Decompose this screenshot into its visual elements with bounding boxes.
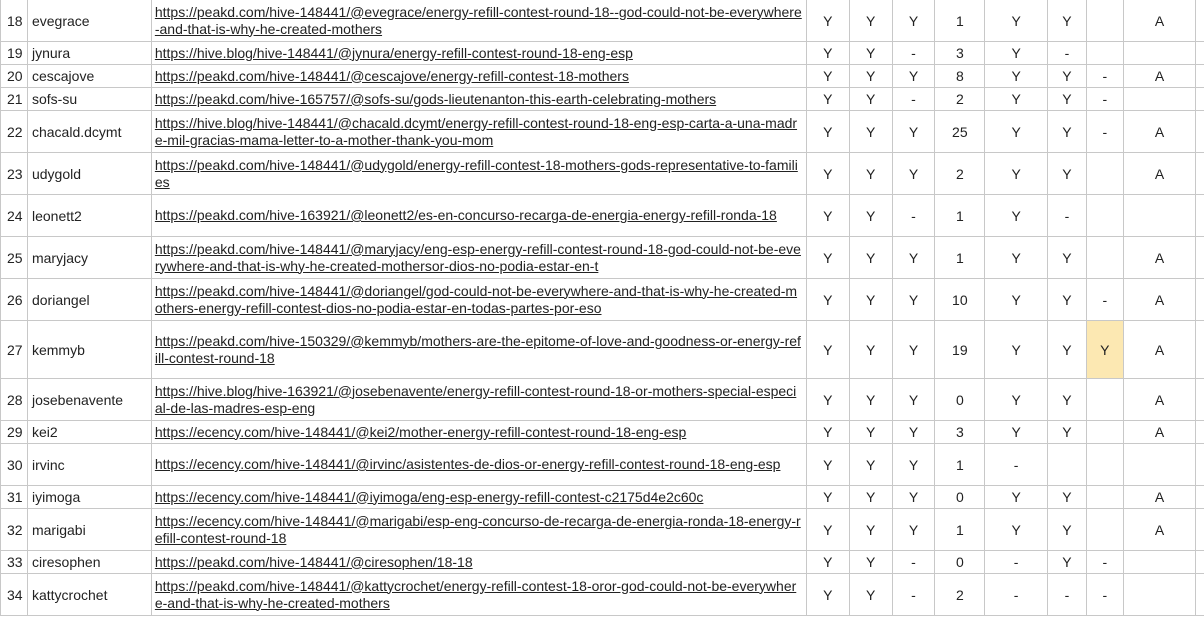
username-cell[interactable]: kei2 <box>27 421 151 444</box>
check-cell-5[interactable]: Y <box>985 486 1048 509</box>
check-cell-3[interactable]: Y <box>892 421 935 444</box>
check-cell-1[interactable]: Y <box>806 551 849 574</box>
empty-cell[interactable] <box>1196 321 1204 379</box>
empty-cell[interactable] <box>1196 65 1204 88</box>
post-link[interactable]: https://peakd.com/hive-148441/@udygold/energy-refill-contest-18-mothers-gods-representative-to-families <box>154 156 798 190</box>
check-cell-7[interactable] <box>1086 195 1123 237</box>
check-cell-4[interactable]: 3 <box>935 421 985 444</box>
check-cell-6[interactable]: Y <box>1048 111 1087 153</box>
empty-cell[interactable] <box>1196 0 1204 42</box>
table-row <box>1 153 1204 195</box>
check-cell-7[interactable] <box>1086 509 1123 551</box>
post-link[interactable]: https://peakd.com/hive-163921/@leonett2/es-en-concurso-recarga-de-energia-energy-refill-ronda-18 <box>154 207 777 223</box>
username-cell[interactable]: doriangel <box>27 279 151 321</box>
check-cell-7[interactable]: - <box>1086 279 1123 321</box>
check-cell-8[interactable] <box>1123 551 1196 574</box>
entry-number-cell[interactable]: 20 <box>1 65 28 88</box>
post-link[interactable]: https://hive.blog/hive-148441/@chacald.dcymt/energy-refill-contest-round-18-eng-esp-carta-a-una-madre-mil-gracias-mama-letter-to-a-mother-thank-you-mom <box>154 114 798 148</box>
check-cell-8[interactable]: A <box>1123 486 1196 509</box>
check-cell-3[interactable]: - <box>892 42 935 65</box>
check-cell-5[interactable]: - <box>985 551 1048 574</box>
check-cell-2[interactable]: Y <box>849 321 892 379</box>
post-url-cell[interactable] <box>151 574 806 616</box>
post-link[interactable]: https://peakd.com/hive-148441/@maryjacy/eng-esp-energy-refill-contest-round-18-god-could-not-be-everywhere-and-that-is-why-he-created-mothersor-dios-no-podia-estar-en-t <box>154 240 801 274</box>
table-row <box>1 42 1204 65</box>
check-cell-5[interactable]: Y <box>985 509 1048 551</box>
check-cell-2[interactable]: Y <box>849 551 892 574</box>
post-url-cell[interactable] <box>151 551 806 574</box>
empty-cell[interactable] <box>1196 153 1204 195</box>
check-cell-3[interactable]: - <box>892 551 935 574</box>
username-cell[interactable]: jynura <box>27 42 151 65</box>
post-link[interactable]: https://ecency.com/hive-148441/@marigabi/esp-eng-concurso-de-recarga-de-energia-ronda-18-energy-refill-contest-round-18 <box>154 512 801 546</box>
check-cell-5[interactable]: - <box>985 574 1048 616</box>
empty-cell[interactable] <box>1196 42 1204 65</box>
check-cell-2[interactable]: Y <box>849 88 892 111</box>
check-cell-3[interactable]: - <box>892 195 935 237</box>
post-link[interactable]: https://ecency.com/hive-148441/@irvinc/asistentes-de-dios-or-energy-refill-contest-round-18-eng-esp <box>154 456 781 472</box>
post-url-cell[interactable] <box>151 195 806 237</box>
check-cell-4[interactable]: 2 <box>935 88 985 111</box>
check-cell-3[interactable]: Y <box>892 279 935 321</box>
username-cell[interactable]: marigabi <box>27 509 151 551</box>
post-link[interactable]: https://peakd.com/hive-148441/@doriangel/god-could-not-be-everywhere-and-that-is-why-he-created-mothers-energy-refill-contest-dios-no-podia-estar-en-todas-partes-por-eso <box>154 282 798 316</box>
check-cell-1[interactable]: Y <box>806 279 849 321</box>
check-cell-3[interactable]: Y <box>892 444 935 486</box>
table-row <box>1 486 1204 509</box>
post-url-cell[interactable] <box>151 509 806 551</box>
table-row <box>1 0 1204 42</box>
table-row <box>1 111 1204 153</box>
check-cell-1[interactable]: Y <box>806 421 849 444</box>
entry-number-cell[interactable]: 31 <box>1 486 28 509</box>
empty-cell[interactable] <box>1196 195 1204 237</box>
check-cell-4[interactable]: 8 <box>935 65 985 88</box>
check-cell-5[interactable]: Y <box>985 421 1048 444</box>
check-cell-7[interactable]: - <box>1086 574 1123 616</box>
check-cell-4[interactable]: 3 <box>935 42 985 65</box>
empty-cell[interactable] <box>1196 379 1204 421</box>
check-cell-3[interactable]: Y <box>892 509 935 551</box>
check-cell-7[interactable] <box>1086 421 1123 444</box>
check-cell-4[interactable]: 0 <box>935 379 985 421</box>
entry-number-cell[interactable]: 29 <box>1 421 28 444</box>
check-cell-1[interactable]: Y <box>806 111 849 153</box>
check-cell-3[interactable]: - <box>892 88 935 111</box>
post-url-cell[interactable] <box>151 65 806 88</box>
check-cell-8[interactable]: A <box>1123 379 1196 421</box>
check-cell-4[interactable]: 2 <box>935 574 985 616</box>
check-cell-3[interactable]: Y <box>892 111 935 153</box>
check-cell-1[interactable]: Y <box>806 486 849 509</box>
entry-number-cell[interactable]: 26 <box>1 279 28 321</box>
check-cell-2[interactable]: Y <box>849 509 892 551</box>
check-cell-8[interactable]: A <box>1123 321 1196 379</box>
check-cell-3[interactable]: Y <box>892 237 935 279</box>
check-cell-3[interactable]: Y <box>892 379 935 421</box>
entry-number-cell[interactable]: 30 <box>1 444 28 486</box>
username-cell[interactable]: chacald.dcymt <box>27 111 151 153</box>
empty-cell[interactable] <box>1196 279 1204 321</box>
post-link[interactable]: https://peakd.com/hive-148441/@ciresophen/18-18 <box>154 553 473 570</box>
check-cell-4[interactable]: 10 <box>935 279 985 321</box>
check-cell-5[interactable]: Y <box>985 237 1048 279</box>
check-cell-2[interactable]: Y <box>849 65 892 88</box>
post-link[interactable]: https://ecency.com/hive-148441/@kei2/mother-energy-refill-contest-round-18-eng-esp <box>154 423 687 440</box>
table-row <box>1 65 1204 88</box>
empty-cell[interactable] <box>1196 509 1204 551</box>
post-link[interactable]: https://peakd.com/hive-148441/@kattycrochet/energy-refill-contest-18-oror-god-could-not-be-everywhere-and-that-is-why-he-created-mothers <box>154 577 797 611</box>
check-cell-7[interactable] <box>1086 0 1123 42</box>
check-cell-6[interactable]: Y <box>1048 0 1087 42</box>
check-cell-7[interactable]: - <box>1086 111 1123 153</box>
check-cell-8[interactable]: A <box>1123 509 1196 551</box>
entry-number-cell[interactable]: 18 <box>1 0 28 42</box>
check-cell-6[interactable]: Y <box>1048 551 1087 574</box>
check-cell-7[interactable] <box>1086 153 1123 195</box>
username-cell[interactable]: irvinc <box>27 444 151 486</box>
check-cell-8[interactable]: A <box>1123 279 1196 321</box>
post-url-cell[interactable] <box>151 444 806 486</box>
check-cell-2[interactable]: Y <box>849 486 892 509</box>
check-cell-6[interactable]: Y <box>1048 153 1087 195</box>
check-cell-6[interactable]: Y <box>1048 321 1087 379</box>
username-cell[interactable]: cescajove <box>27 65 151 88</box>
check-cell-5[interactable]: Y <box>985 111 1048 153</box>
entry-number-cell[interactable]: 27 <box>1 321 28 379</box>
check-cell-8[interactable]: A <box>1123 111 1196 153</box>
check-cell-7[interactable]: - <box>1086 88 1123 111</box>
check-cell-8[interactable] <box>1123 88 1196 111</box>
check-cell-5[interactable]: Y <box>985 379 1048 421</box>
username-cell[interactable]: maryjacy <box>27 237 151 279</box>
check-cell-8[interactable]: A <box>1123 65 1196 88</box>
check-cell-8[interactable] <box>1123 444 1196 486</box>
check-cell-6[interactable]: Y <box>1048 486 1087 509</box>
post-link[interactable]: https://peakd.com/hive-165757/@sofs-su/gods-lieutenanton-this-earth-celebrating-mothers <box>154 90 717 107</box>
check-cell-1[interactable]: Y <box>806 444 849 486</box>
check-cell-7[interactable] <box>1086 444 1123 486</box>
check-cell-5[interactable]: Y <box>985 321 1048 379</box>
username-cell[interactable]: kemmyb <box>27 321 151 379</box>
entry-number-cell[interactable]: 23 <box>1 153 28 195</box>
check-cell-1[interactable]: Y <box>806 65 849 88</box>
table-row <box>1 195 1204 237</box>
check-cell-5[interactable]: Y <box>985 279 1048 321</box>
check-cell-1[interactable]: Y <box>806 153 849 195</box>
post-link[interactable]: https://ecency.com/hive-148441/@iyimoga/eng-esp-energy-refill-contest-c2175d4e2c60c <box>154 488 704 505</box>
table-row <box>1 321 1204 379</box>
empty-cell[interactable] <box>1196 421 1204 444</box>
empty-cell[interactable] <box>1196 88 1204 111</box>
post-url-cell[interactable] <box>151 321 806 379</box>
username-cell[interactable]: ciresophen <box>27 551 151 574</box>
check-cell-3[interactable]: Y <box>892 65 935 88</box>
username-cell[interactable]: sofs-su <box>27 88 151 111</box>
check-cell-5[interactable]: Y <box>985 195 1048 237</box>
check-cell-2[interactable]: Y <box>849 0 892 42</box>
check-cell-1[interactable]: Y <box>806 42 849 65</box>
check-cell-2[interactable]: Y <box>849 574 892 616</box>
username-cell[interactable]: udygold <box>27 153 151 195</box>
table-row <box>1 279 1204 321</box>
post-url-cell[interactable] <box>151 42 806 65</box>
check-cell-5[interactable]: Y <box>985 153 1048 195</box>
check-cell-2[interactable]: Y <box>849 421 892 444</box>
check-cell-4[interactable]: 19 <box>935 321 985 379</box>
check-cell-2[interactable]: Y <box>849 111 892 153</box>
check-cell-1[interactable]: Y <box>806 195 849 237</box>
check-cell-4[interactable]: 2 <box>935 153 985 195</box>
entry-number-cell[interactable]: 19 <box>1 42 28 65</box>
check-cell-2[interactable]: Y <box>849 42 892 65</box>
post-url-cell[interactable] <box>151 237 806 279</box>
check-cell-6[interactable]: Y <box>1048 279 1087 321</box>
check-cell-5[interactable]: Y <box>985 42 1048 65</box>
table-row <box>1 551 1204 574</box>
check-cell-6[interactable]: Y <box>1048 379 1087 421</box>
post-url-cell[interactable] <box>151 0 806 42</box>
check-cell-1[interactable]: Y <box>806 379 849 421</box>
check-cell-6[interactable]: - <box>1048 42 1087 65</box>
table-row <box>1 88 1204 111</box>
check-cell-6[interactable]: Y <box>1048 421 1087 444</box>
empty-cell[interactable] <box>1196 444 1204 486</box>
entry-number-cell[interactable]: 28 <box>1 379 28 421</box>
check-cell-3[interactable]: Y <box>892 0 935 42</box>
check-cell-7[interactable] <box>1086 379 1123 421</box>
check-cell-8[interactable] <box>1123 574 1196 616</box>
check-cell-8[interactable] <box>1123 195 1196 237</box>
table-row <box>1 421 1204 444</box>
check-cell-3[interactable]: - <box>892 574 935 616</box>
check-cell-8[interactable]: A <box>1123 421 1196 444</box>
empty-cell[interactable] <box>1196 551 1204 574</box>
empty-cell[interactable] <box>1196 574 1204 616</box>
check-cell-4[interactable]: 1 <box>935 509 985 551</box>
post-url-cell[interactable] <box>151 486 806 509</box>
post-url-cell[interactable] <box>151 88 806 111</box>
check-cell-2[interactable]: Y <box>849 379 892 421</box>
check-cell-4[interactable]: 1 <box>935 0 985 42</box>
table-row <box>1 379 1204 421</box>
check-cell-2[interactable]: Y <box>849 237 892 279</box>
check-cell-7[interactable] <box>1086 486 1123 509</box>
check-cell-2[interactable]: Y <box>849 153 892 195</box>
post-url-cell[interactable] <box>151 421 806 444</box>
check-cell-8[interactable]: A <box>1123 153 1196 195</box>
empty-cell[interactable] <box>1196 486 1204 509</box>
check-cell-8[interactable] <box>1123 42 1196 65</box>
check-cell-1[interactable]: Y <box>806 574 849 616</box>
check-cell-1[interactable]: Y <box>806 237 849 279</box>
check-cell-1[interactable]: Y <box>806 0 849 42</box>
check-cell-5[interactable]: Y <box>985 65 1048 88</box>
check-cell-6[interactable]: Y <box>1048 237 1087 279</box>
username-cell[interactable]: leonett2 <box>27 195 151 237</box>
table-row <box>1 574 1204 616</box>
table-row <box>1 444 1204 486</box>
entry-number-cell[interactable]: 34 <box>1 574 28 616</box>
post-link[interactable]: https://peakd.com/hive-148441/@cescajove/energy-refill-contest-18-mothers <box>154 67 629 84</box>
check-cell-7[interactable]: - <box>1086 551 1123 574</box>
check-cell-6[interactable]: Y <box>1048 65 1087 88</box>
check-cell-1[interactable]: Y <box>806 321 849 379</box>
check-cell-4[interactable]: 25 <box>935 111 985 153</box>
check-cell-6[interactable] <box>1048 444 1087 486</box>
post-url-cell[interactable] <box>151 379 806 421</box>
check-cell-3[interactable]: Y <box>892 486 935 509</box>
check-cell-2[interactable]: Y <box>849 279 892 321</box>
check-cell-6[interactable]: Y <box>1048 88 1087 111</box>
check-cell-4[interactable]: 0 <box>935 551 985 574</box>
check-cell-5[interactable]: - <box>985 444 1048 486</box>
check-cell-7[interactable]: - <box>1086 65 1123 88</box>
username-cell[interactable]: josebenavente <box>27 379 151 421</box>
username-cell[interactable]: evegrace <box>27 0 151 42</box>
check-cell-6[interactable]: Y <box>1048 509 1087 551</box>
check-cell-7[interactable] <box>1086 237 1123 279</box>
entry-number-cell[interactable]: 32 <box>1 509 28 551</box>
check-cell-3[interactable]: Y <box>892 153 935 195</box>
post-url-cell[interactable] <box>151 153 806 195</box>
check-cell-5[interactable]: Y <box>985 88 1048 111</box>
empty-cell[interactable] <box>1196 111 1204 153</box>
check-cell-3[interactable]: Y <box>892 321 935 379</box>
table-body <box>1 0 1204 616</box>
post-link[interactable]: https://peakd.com/hive-150329/@kemmyb/mothers-are-the-epitome-of-love-and-goodness-or-energy-refill-contest-round-18 <box>154 332 801 366</box>
empty-cell[interactable] <box>1196 237 1204 279</box>
check-cell-4[interactable]: 1 <box>935 237 985 279</box>
username-cell[interactable]: kattycrochet <box>27 574 151 616</box>
username-cell[interactable]: iyimoga <box>27 486 151 509</box>
check-cell-1[interactable]: Y <box>806 509 849 551</box>
entry-number-cell[interactable]: 25 <box>1 237 28 279</box>
check-cell-7[interactable] <box>1086 42 1123 65</box>
check-cell-5[interactable]: Y <box>985 0 1048 42</box>
check-cell-2[interactable]: Y <box>849 444 892 486</box>
post-link[interactable]: https://peakd.com/hive-148441/@evegrace/energy-refill-contest-round-18--god-could-not-be-everywhere-and-that-is-why-he-created-mothers <box>154 3 802 37</box>
table-row <box>1 509 1204 551</box>
entry-number-cell[interactable]: 24 <box>1 195 28 237</box>
check-cell-8[interactable]: A <box>1123 0 1196 42</box>
check-cell-4[interactable]: 1 <box>935 444 985 486</box>
check-cell-6[interactable]: - <box>1048 574 1087 616</box>
check-cell-7[interactable]: Y <box>1086 321 1123 379</box>
check-cell-4[interactable]: 0 <box>935 486 985 509</box>
check-cell-2[interactable]: Y <box>849 195 892 237</box>
post-url-cell[interactable] <box>151 279 806 321</box>
table-row <box>1 237 1204 279</box>
entry-number-cell[interactable]: 33 <box>1 551 28 574</box>
entry-number-cell[interactable]: 22 <box>1 111 28 153</box>
check-cell-8[interactable]: A <box>1123 237 1196 279</box>
entry-number-cell[interactable]: 21 <box>1 88 28 111</box>
check-cell-1[interactable]: Y <box>806 88 849 111</box>
post-url-cell[interactable] <box>151 111 806 153</box>
post-link[interactable]: https://hive.blog/hive-148441/@jynura/energy-refill-contest-round-18-eng-esp <box>154 44 633 61</box>
post-link[interactable]: https://hive.blog/hive-163921/@josebenavente/energy-refill-contest-round-18-or-mothers-special-especial-de-las-madres-esp-eng <box>154 382 797 416</box>
check-cell-4[interactable]: 1 <box>935 195 985 237</box>
check-cell-6[interactable]: - <box>1048 195 1087 237</box>
